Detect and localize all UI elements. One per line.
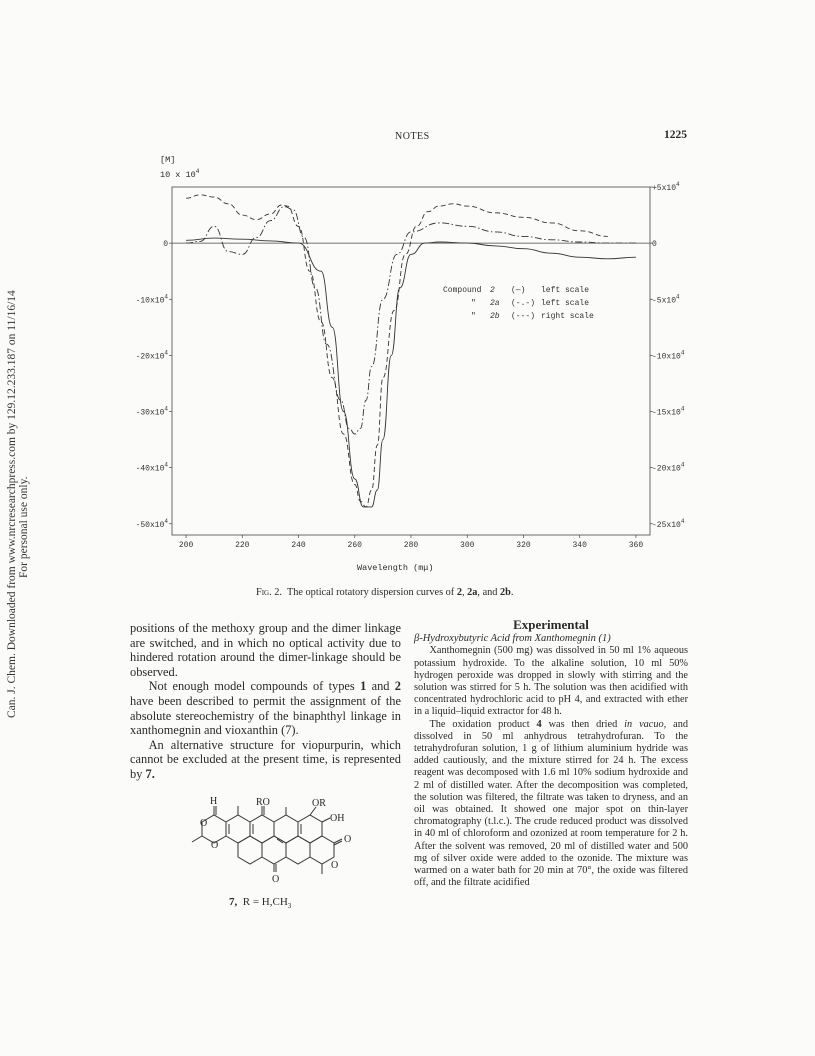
left-column <box>130 621 401 782</box>
right-tick-label: $-5x10^4$ <box>652 293 680 306</box>
left-para-2: Not enough model compounds of types 1 and 2 have been described to permit the assignment of the absolute stereochemistry of the binaphthyl linkage in xanthomegnin and vioxanthin (7). <box>130 679 401 738</box>
experimental-heading: Experimental <box>513 617 589 632</box>
legend-scale: right scale <box>541 312 594 321</box>
right-tick-exp: 4 <box>676 293 680 301</box>
left-tick-label: $-30x10^4$ <box>135 405 168 418</box>
struct-or-label: OR <box>312 798 326 809</box>
left-tick-label: $-50x10^4$ <box>135 517 168 530</box>
download-notice-line2: For personal use only. <box>18 476 30 578</box>
legend-scale: left scale <box>541 299 590 308</box>
x-tick-label: 320 <box>516 541 531 550</box>
x-tick-label: 280 <box>403 541 419 550</box>
series-line-2b <box>186 195 608 507</box>
left-tick-exp: 4 <box>164 293 168 301</box>
right-column <box>414 619 688 889</box>
struct-o-label-3: O <box>272 874 280 885</box>
legend-compound: " <box>471 299 476 308</box>
right-tick-exp: 4 <box>680 405 685 413</box>
page-number: 1225 <box>664 129 687 141</box>
right-tick-label: $-10x10^4$ <box>652 349 685 362</box>
figure-caption-prefix: Fig. 2. <box>256 587 282 598</box>
right-tick-exp: 4 <box>680 461 685 469</box>
experimental-para-2: The oxidation product 4 was then dried in vacuo, and dissolved in 50 ml anhydrous tetrahydrofuran. To the tetrahydrofuran solution, 1 g of lithium aluminium hydride was added cautiously, and the mixture stirred for 24 h. The excess reagent was decomposed with 1.6 ml 10% sodium hydroxide and 2 ml of distilled water. After the decomposition was completed, the solution was filtered, the filtrate was taken to dryness, and an oil was obtained. It showed one major spot on thin-layer chromatography (t.l.c.). The crude reduced product was dissolved in 40 ml of chloroform and ozonized at room temperature for 2 h. After the solvent was removed, 20 ml of distilled water and 500 mg of silver oxide were added to the ozonide. The mixture was warmed on a water bath for 20 min at 70°, the oxide was filtered off, and the filtrate acidified <box>414 718 689 889</box>
left-para-1: positions of the methoxy group and the dimer linkage are switched, and in which no optical activity due to hindered rotation around the dimer-linkage should be observed. <box>130 621 401 679</box>
left-tick-label: $-40x10^4$ <box>135 461 168 474</box>
legend-scale: left scale <box>541 286 590 295</box>
struct-ro-label: RO <box>256 797 270 808</box>
legend-id: 2b <box>490 312 500 321</box>
left-tick-label: 0 <box>163 240 168 250</box>
legend-symbol: (-.-) <box>511 299 536 308</box>
figure-caption-text: The optical rotatory dispersion curves of <box>286 587 455 598</box>
legend-symbol: (---) <box>511 312 536 321</box>
struct-oh-label: OH <box>330 813 345 824</box>
chart-lines <box>186 195 636 507</box>
struct-h-label: H <box>210 796 218 807</box>
right-tick-label: 0 <box>652 240 657 250</box>
x-tick-label: 220 <box>235 541 250 550</box>
right-tick-label: $-15x10^4$ <box>652 405 685 418</box>
series-line-2 <box>186 238 636 507</box>
download-notice-line1: Can. J. Chem. Downloaded from www.nrcresearchpress.com by 129.12.233.187 on 11/16/14 <box>6 290 18 718</box>
right-tick-exp: 4 <box>676 181 680 188</box>
right-tick-exp: 4 <box>680 349 685 357</box>
left-tick-label: $-20x10^4$ <box>135 349 168 362</box>
x-tick-label: 240 <box>291 541 306 550</box>
figure-caption: Fig. 2. The optical rotatory dispersion curves of 2, 2a, and 2b. <box>256 587 514 598</box>
struct-o-label-4: O <box>344 834 352 845</box>
right-tick-exp: 4 <box>680 517 685 525</box>
running-title: NOTES <box>395 131 430 142</box>
chart-legend <box>443 286 594 321</box>
legend-compound: " <box>471 312 476 321</box>
legend-id: 2 <box>490 286 495 295</box>
x-axis-label: Wavelength (mμ) <box>357 563 434 573</box>
right-tick-label: $+5x10^4$ <box>652 181 680 193</box>
x-tick-label: 200 <box>178 541 194 550</box>
legend-compound: Compound <box>443 286 482 295</box>
left-tick-exp: 4 <box>164 461 168 469</box>
x-tick-label: 340 <box>572 541 587 550</box>
y-scale-label: 10 x $10^4$ <box>160 168 200 180</box>
chart-ticks <box>136 181 685 550</box>
left-tick-exp: 4 <box>164 349 168 357</box>
chemical-structure-7 <box>180 796 370 891</box>
legend-symbol: (—) <box>511 286 526 295</box>
struct-o-label-1: O <box>200 818 208 829</box>
y-unit-label: [M] <box>160 155 176 165</box>
legend-id: 2a <box>490 299 500 308</box>
experimental-subheading: β-Hydroxybutyric Acid from Xanthomegnin (1) <box>414 633 611 645</box>
right-tick-label: $-20x10^4$ <box>652 461 685 474</box>
struct-o-label-2: O <box>211 840 219 851</box>
experimental-para-1: Xanthomegnin (500 mg) was dissolved in 50 ml 1% aqueous potassium hydroxide. To the alkaline solution, 10 ml 50% hydrogen peroxide was dropped in slowly with stirring and the solution was stirred for 5 h. The solution was then acidified with concentrated hydrochloric acid to pH 4, and extracted with ether in a liquid–liquid extractor for 48 h. <box>414 645 688 718</box>
structure-caption: 7, $R = H,CH_3$ <box>229 896 292 911</box>
right-tick-label: $-25x10^4$ <box>652 517 685 530</box>
left-tick-label: $-10x10^4$ <box>135 293 168 306</box>
x-tick-label: 260 <box>347 541 362 550</box>
left-tick-exp: 4 <box>164 405 168 413</box>
left-para-3: An alternative structure for viopurpurin, which cannot be excluded at the present time, is represented by 7. <box>130 737 401 781</box>
x-tick-label: 360 <box>628 541 644 550</box>
x-tick-label: 300 <box>460 541 475 550</box>
left-tick-exp: 4 <box>164 517 168 525</box>
struct-o-label-5: O <box>331 860 339 871</box>
